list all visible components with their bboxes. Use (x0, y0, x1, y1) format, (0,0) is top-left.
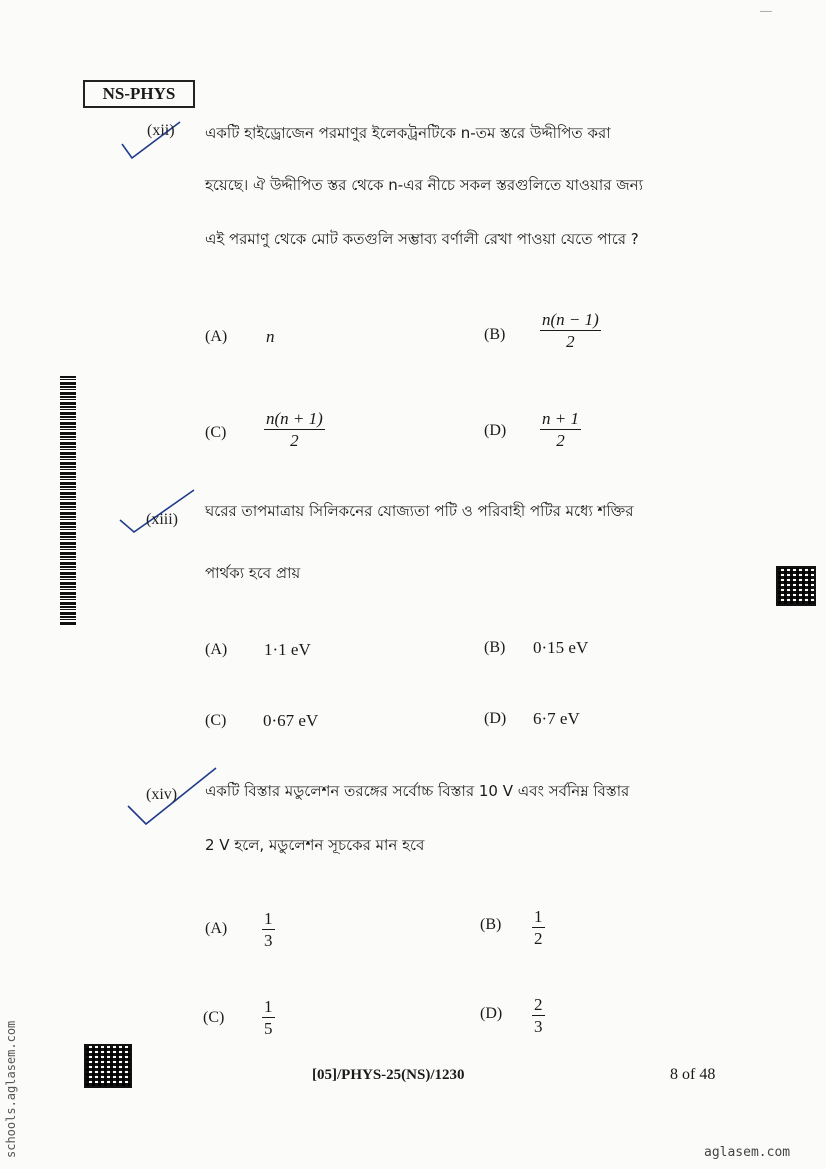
paper-code-box: NS-PHYS (83, 80, 195, 108)
qr-code-footer (84, 1044, 132, 1088)
fraction-option-d (540, 410, 581, 449)
option-value: n (266, 327, 275, 346)
option-label: (C) (205, 424, 227, 441)
question-xiii-line-1: ঘরের তাপমাত্রায় সিলিকনের যোজ্যতা পটি ও পরিবাহী পটির মধ্যে শক্তির (205, 502, 634, 520)
fraction-denominator: 3 (534, 1017, 543, 1036)
fraction-option-c (264, 410, 325, 449)
option-label: (A) (205, 920, 228, 937)
fraction-option-b (532, 908, 545, 947)
option-label: (C) (205, 712, 227, 729)
fraction-option-c (262, 998, 275, 1037)
fraction-denominator: 5 (264, 1019, 273, 1038)
question-number-xiii: (xiii) (146, 511, 178, 528)
option-label: (D) (484, 710, 507, 727)
footer-paper-code: [05]/PHYS-25(NS)/1230 (312, 1067, 465, 1083)
option-label: (C) (203, 1009, 225, 1026)
option-label: (B) (480, 916, 502, 933)
fraction-option-b (540, 311, 601, 350)
option-value: 6·7 eV (533, 709, 580, 728)
option-label: (D) (480, 1005, 503, 1022)
site-watermark: aglasem.com (704, 1145, 791, 1160)
option-value: 0·67 eV (263, 711, 319, 730)
fraction-denominator: 3 (264, 931, 273, 950)
question-xii-line-3: এই পরমাণু থেকে মোট কতগুলি সম্ভাব্য বর্ণালী রেখা পাওয়া যেতে পারে ? (205, 230, 639, 248)
fraction-option-d (532, 996, 545, 1035)
fraction-option-a (262, 910, 275, 949)
option-label: (B) (484, 326, 506, 343)
option-label: (B) (484, 639, 506, 656)
option-value: 0·15 eV (533, 638, 589, 657)
page-number: 8 of 48 (670, 1066, 716, 1083)
fraction-denominator: 2 (290, 431, 299, 450)
fraction-numerator: 2 (534, 995, 543, 1014)
qr-code-right (776, 566, 816, 606)
question-xiii-line-2: পার্থক্য হবে প্রায় (205, 564, 301, 582)
fraction-numerator: 1 (264, 909, 273, 928)
question-number-xii: (xii) (147, 122, 175, 139)
fraction-numerator: n(n − 1) (542, 310, 599, 329)
top-corner-mark: —— (760, 6, 773, 17)
barcode-image (60, 376, 76, 626)
fraction-numerator: n + 1 (542, 409, 579, 428)
option-value: 1·1 eV (264, 640, 311, 659)
fraction-numerator: 1 (534, 907, 543, 926)
fraction-numerator: 1 (264, 997, 273, 1016)
question-xii-line-2: হয়েছে। ঐ উদ্দীপিত স্তর থেকে n-এর নীচে সকল স্তরগুলিতে যাওয়ার জন্য (205, 176, 643, 194)
option-label: (A) (205, 641, 228, 658)
question-xiv-line-1: একটি বিস্তার মডুলেশন তরঙ্গের সর্বোচ্চ বিস্তার 10 V এবং সর্বনিম্ন বিস্তার (205, 782, 630, 800)
fraction-denominator: 2 (556, 431, 565, 450)
option-label: (A) (205, 328, 228, 345)
question-xii-line-1: একটি হাইড্রোজেন পরমাণুর ইলেকট্রনটিকে n-তম স্তরে উদ্দীপিত করা (205, 124, 611, 142)
fraction-numerator: n(n + 1) (266, 409, 323, 428)
question-xiv-line-2: 2 V হলে, মডুলেশন সূচকের মান হবে (205, 836, 425, 854)
question-number-xiv: (xiv) (146, 786, 178, 803)
fraction-denominator: 2 (566, 332, 575, 351)
fraction-denominator: 2 (534, 929, 543, 948)
side-url-watermark: schools.aglasem.com (4, 1020, 18, 1158)
option-label: (D) (484, 422, 507, 439)
